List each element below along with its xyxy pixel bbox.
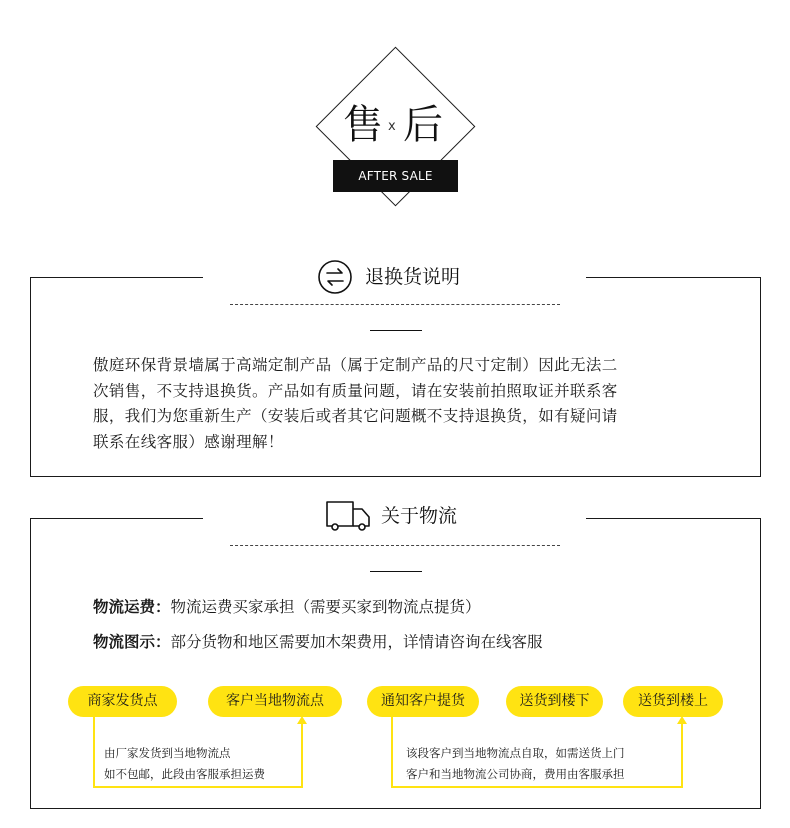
returns-policy-line: 服，我们为您重新生产（安装后或者其它问题概不支持退换货，如有疑问请: [93, 407, 618, 425]
flow-step-merchant-dispatch: 商家发货点: [68, 686, 177, 717]
logistics-notice-label: 物流图示：: [93, 633, 171, 651]
flow-step-local-logistics-point: 客户当地物流点: [208, 686, 342, 717]
flow-note-line: 该段客户到当地物流点自取，如需送货上门: [406, 746, 625, 760]
logo-char-hou: 后: [403, 102, 443, 148]
logo-char-shou: 售: [343, 102, 383, 148]
logistics-section-title: 关于物流: [381, 505, 458, 527]
flow-step-notify-pickup: 通知客户提货: [367, 686, 479, 717]
flow-note-right: [406, 743, 625, 785]
flow-note-left: [104, 743, 265, 785]
flow-note-line: 由厂家发货到当地物流点: [104, 746, 231, 760]
logistics-notice-text: 部分货物和地区需要加木架费用，详情请咨询在线客服: [170, 633, 543, 651]
returns-section-title: 退换货说明: [365, 266, 461, 288]
flow-note-line: 客户和当地物流公司协商，费用由客服承担: [406, 767, 625, 781]
flow-note-line: 如不包邮，此段由客服承担运费: [104, 767, 265, 781]
after-sale-banner: AFTER SALE: [333, 160, 458, 192]
logistics-fee-label: 物流运费：: [93, 598, 171, 616]
returns-policy-line: 次销售，不支持退换货。产品如有质量问题，请在安装前拍照取证并联系客: [93, 381, 618, 400]
logistics-fee-text: 物流运费买家承担（需要买家到物流点提货）: [170, 598, 481, 616]
logo-separator: x: [388, 119, 396, 134]
flow-step-deliver-downstairs: 送货到楼下: [506, 686, 603, 717]
returns-policy-line: 联系在线客服）感谢理解！: [93, 432, 284, 451]
flow-step-deliver-upstairs: 送货到楼上: [623, 686, 723, 717]
returns-policy-line: 傲庭环保背景墙属于高端定制产品（属于定制产品的尺寸定制）因此无法二: [93, 356, 618, 374]
